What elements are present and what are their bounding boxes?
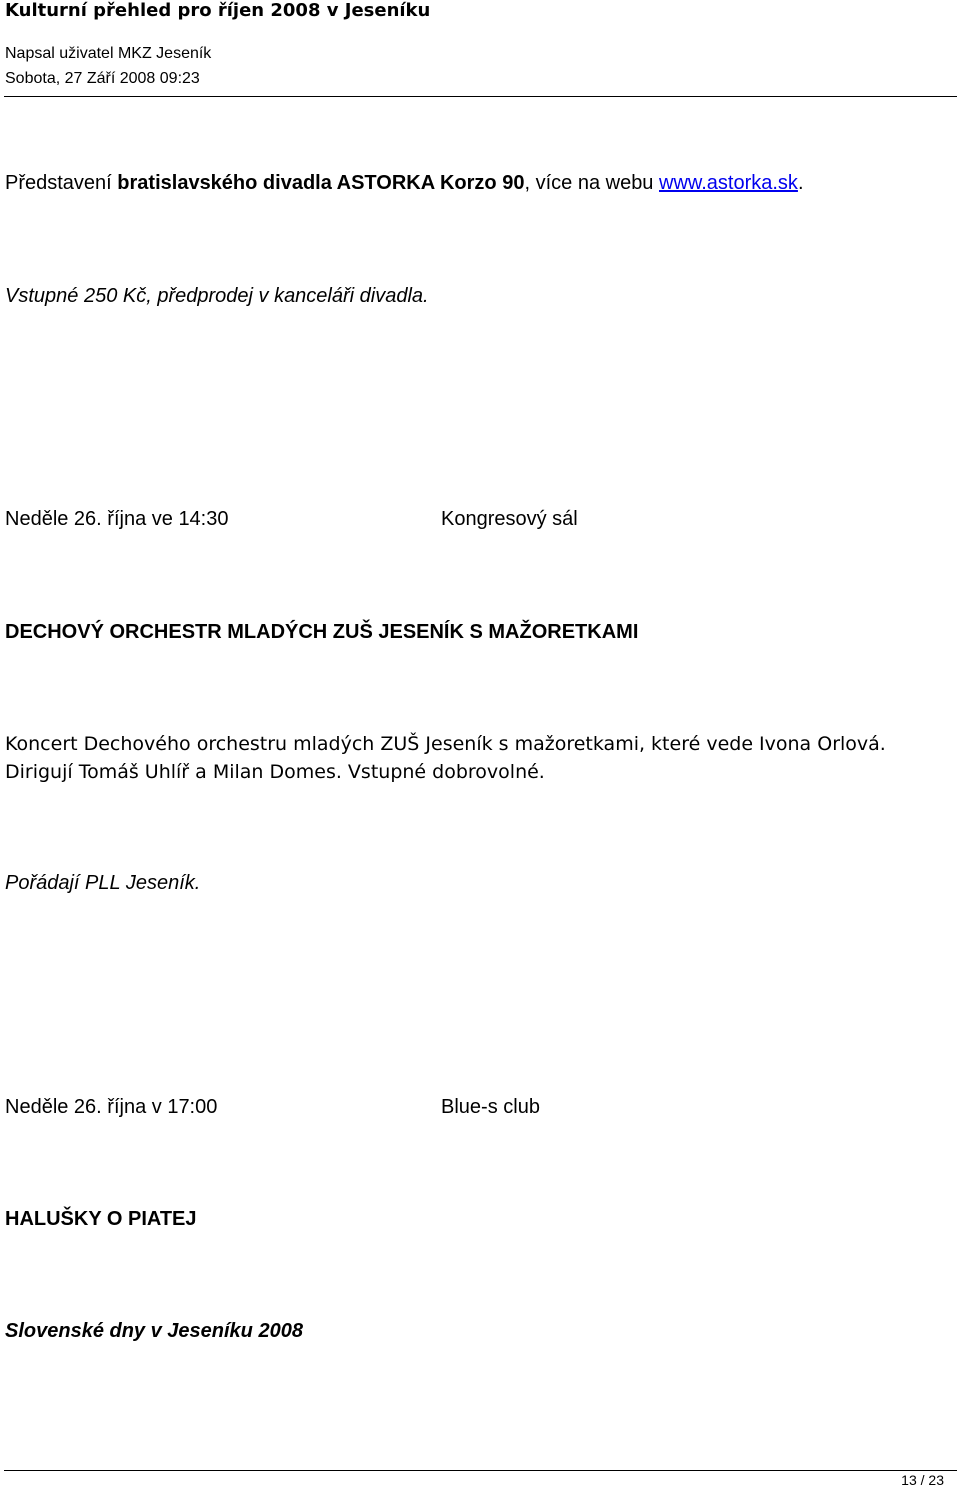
event-2-name: HALUŠKY O PIATEJ <box>5 1208 197 1230</box>
event-1-organizer: Pořádají PLL Jeseník. <box>5 872 201 894</box>
footer-divider <box>4 1470 957 1471</box>
intro-theatre-name: bratislavského divadla ASTORKA Korzo 90 <box>117 172 525 194</box>
header-divider <box>4 96 957 97</box>
event-1-venue: Kongresový sál <box>441 508 578 530</box>
intro-prefix: Představení <box>5 172 118 194</box>
event-2-subtitle: Slovenské dny v Jeseníku 2008 <box>5 1320 303 1342</box>
author-line: Napsal uživatel MKZ Jeseník <box>5 45 212 62</box>
page-number: 13 / 23 <box>901 1472 944 1488</box>
event-1-name: DECHOVÝ ORCHESTR MLADÝCH ZUŠ JESENÍK S MAŽORETKAMI <box>5 621 639 643</box>
event-2-venue: Blue-s club <box>441 1096 540 1118</box>
astorka-link[interactable]: www.astorka.sk <box>659 172 798 194</box>
admission-note: Vstupné 250 Kč, předprodej v kanceláři divadla. <box>5 285 429 307</box>
intro-suffix: . <box>797 172 804 194</box>
event-1-date: Neděle 26. října ve 14:30 <box>5 508 229 530</box>
document-title: Kulturní přehled pro říjen 2008 v Jeseníku <box>5 0 431 21</box>
publish-date: Sobota, 27 Září 2008 09:23 <box>5 70 200 87</box>
event-2-date: Neděle 26. října v 17:00 <box>5 1096 218 1118</box>
intro-middle: , více na webu <box>524 172 659 194</box>
event-1-description-line-1: Koncert Dechového orchestru mladých ZUŠ Jeseník s mažoretkami, které vede Ivona Orlová. <box>5 733 886 755</box>
intro-paragraph <box>5 170 804 196</box>
event-1-description-line-2: Dirigují Tomáš Uhlíř a Milan Domes. Vstupné dobrovolné. <box>5 761 545 783</box>
